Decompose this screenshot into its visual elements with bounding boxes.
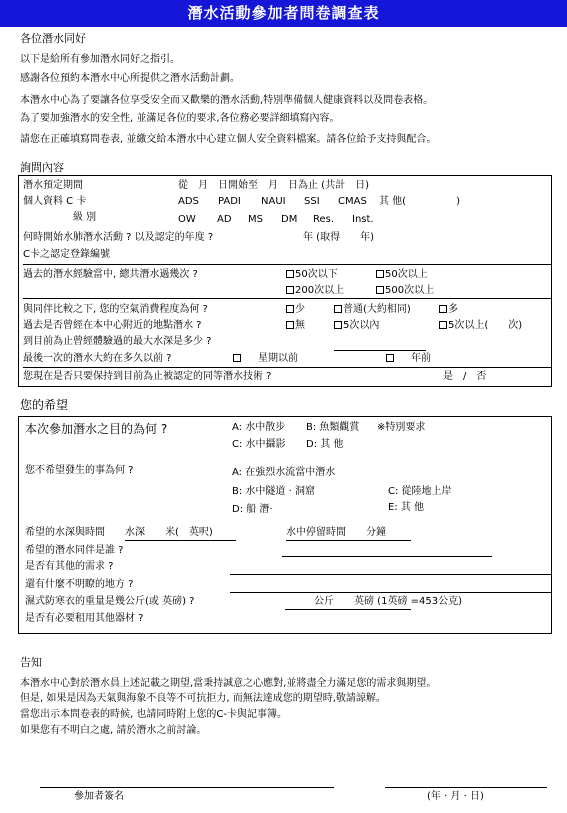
air-opt-1[interactable]: 少 (286, 305, 305, 315)
date-label: (年 · 月 · 日) (427, 791, 484, 802)
air-label: 與同伴比較之下, 您的空氣消費程度為何 ? (23, 304, 208, 315)
avoid-opt-a[interactable]: A: 在強烈水流當中潛水 (232, 467, 336, 478)
agency-ads[interactable]: ADS (178, 196, 199, 207)
maintain-label: 您現在是否只要保持到目前為止被認定的同等潛水技術 ? (23, 371, 272, 382)
answer-line (230, 592, 552, 593)
section2-heading: 您的希望 (20, 398, 69, 412)
intro-line-4: 為了要加強潛水的安全性, 並滿足各位的要求,各位務必要詳細填寫內容。 (20, 113, 340, 124)
level-res[interactable]: Res. (313, 214, 335, 225)
agency-cmas[interactable]: CMAS (338, 196, 367, 207)
other-needs-label: 是否有其他的需求 ? (25, 561, 114, 572)
agency-padi[interactable]: PADI (218, 196, 241, 207)
intro-line-3: 本潛水中心為了要讓各位享受安全而又歡樂的潛水活動,特別準備個人健康資料以及問卷表格。 (20, 95, 434, 106)
dives-opt-4[interactable]: 500次以上 (376, 286, 434, 296)
notice-line-3: 當您出示本問卷表的時候, 也請同時附上您的C-卡與記事簿。 (20, 709, 287, 720)
answer-line (334, 350, 426, 351)
dives-opt-3[interactable]: 200次以上 (286, 286, 344, 296)
intro-line-5: 請您在正確填寫問卷表, 並繳交給本潛水中心建立個人安全資料檔案。請各位給予支持與配合。 (20, 134, 437, 145)
start-value: 年 (取得 年) (303, 232, 374, 243)
notice-heading: 告知 (20, 656, 42, 669)
answer-line (230, 574, 552, 575)
purpose-opt-b[interactable]: B: 魚類觀賞 (306, 422, 360, 433)
intro-line-2: 感謝各位預約本潛水中心所提供之潛水活動計劃。 (20, 73, 240, 84)
level-ms[interactable]: MS (248, 214, 263, 225)
last-opt-years[interactable]: 年前 (386, 354, 431, 364)
agency-naui[interactable]: NAUI (261, 196, 286, 207)
form-title: 潛水活動參加者問卷調查表 (0, 0, 567, 27)
period-label: 潛水預定期間 (23, 180, 83, 191)
nearby-opt-1[interactable]: 無 (286, 321, 305, 331)
avoid-label: 您不希望發生的事為何 ? (25, 465, 134, 476)
avoid-opt-d[interactable]: D: 船 潛· (232, 504, 273, 515)
divider (23, 298, 552, 299)
period-value: 從 月 日開始至 月 日為止 (共計 日) (178, 180, 369, 191)
maintain-value[interactable]: 是 / 否 (443, 371, 487, 382)
avoid-opt-b[interactable]: B: 水中隧道 · 洞窟 (232, 486, 315, 497)
nearby-opt-2[interactable]: 5次以內 (334, 321, 379, 331)
last-label: 最後一次的潛水大約在多久以前 ? (23, 353, 172, 364)
agency-ssi[interactable]: SSI (304, 196, 320, 207)
depth-time-label: 希望的水深與時間 (25, 527, 105, 538)
nearby-label: 過去是否曾經在本中心附近的地點潛水 ? (23, 320, 202, 331)
level-inst[interactable]: Inst. (352, 214, 374, 225)
ccard-label: C卡之認定登錄編號 (23, 249, 110, 260)
purpose-special: ※特別要求 (377, 422, 426, 433)
purpose-opt-d[interactable]: D: 其 他 (306, 439, 344, 450)
answer-line (286, 540, 411, 541)
suit-value[interactable]: 公斤 英磅 (1英磅 =453公克) (314, 596, 462, 607)
level-dm[interactable]: DM (281, 214, 298, 225)
intro-line-1: 以下是給所有參加潛水同好之指引。 (20, 54, 180, 65)
purpose-opt-c[interactable]: C: 水中攝影 (232, 439, 286, 450)
answer-line (282, 556, 492, 557)
agency-other[interactable]: 其 他( ) (379, 196, 460, 207)
notice-line-2: 但是, 如果是因為天氣與海象不良等不可抗拒力, 而無法達成您的期望時,敬請諒解。 (20, 693, 386, 704)
purpose-opt-a[interactable]: A: 水中散步 (232, 422, 286, 433)
section1-heading: 詢問內容 (20, 161, 64, 174)
depth-value[interactable]: 水深 米( 英呎) (125, 527, 213, 538)
nearby-opt-3[interactable]: 5次以上( 次) (439, 321, 522, 331)
avoid-opt-c[interactable]: C: 從陸地上岸 (388, 486, 452, 497)
answer-line (125, 540, 236, 541)
dives-label: 過去的潛水經驗當中, 總共潛水過幾次 ? (23, 269, 198, 280)
notice-line-1: 本潛水中心對於潛水員上述記載之期望,當秉持誠意之心應對,並將盡全力滿足您的需求與期望。 (20, 678, 437, 689)
buddy-label: 希望的潛水同伴是誰 ? (25, 545, 124, 556)
signature-label: 參加者簽名 (74, 791, 124, 802)
dives-opt-1[interactable]: 50次以下 (286, 270, 338, 280)
signature-line[interactable] (40, 787, 334, 788)
avoid-opt-e[interactable]: E: 其 他 (388, 502, 425, 513)
date-line[interactable] (385, 787, 547, 788)
suit-label: 濕式防寒衣的重量是幾公斤(或 英磅) ? (25, 596, 195, 607)
air-opt-3[interactable]: 多 (439, 305, 458, 315)
level-ow[interactable]: OW (178, 214, 196, 225)
maxdepth-label: 到目前為止曾經體驗過的最大水深是多少 ? (23, 336, 212, 347)
divider (23, 264, 552, 265)
divider (23, 367, 552, 368)
last-opt-weeks[interactable]: 星期以前 (233, 354, 298, 364)
level-ad[interactable]: AD (217, 214, 232, 225)
level-label: 級 別 (73, 212, 97, 223)
stay-value[interactable]: 水中停留時間 分鐘 (286, 527, 386, 538)
start-label: 何時開始水肺潛水活動 ? 以及認定的年度 ? (23, 232, 214, 243)
notice-line-4: 如果您有不明白之處, 請於潛水之前討論。 (20, 725, 207, 736)
personal-label: 個人資料 C 卡 (23, 196, 87, 207)
air-opt-2[interactable]: 普通(大約相同) (334, 305, 411, 315)
greeting: 各位潛水同好 (20, 32, 86, 45)
rental-label: 是否有必要租用其他器材 ? (25, 613, 144, 624)
purpose-label: 本次參加潛水之目的為何 ? (25, 422, 168, 436)
unclear-label: 還有什麼不明瞭的地方 ? (25, 579, 134, 590)
dives-opt-2[interactable]: 50次以上 (376, 270, 428, 280)
answer-line (285, 609, 411, 610)
